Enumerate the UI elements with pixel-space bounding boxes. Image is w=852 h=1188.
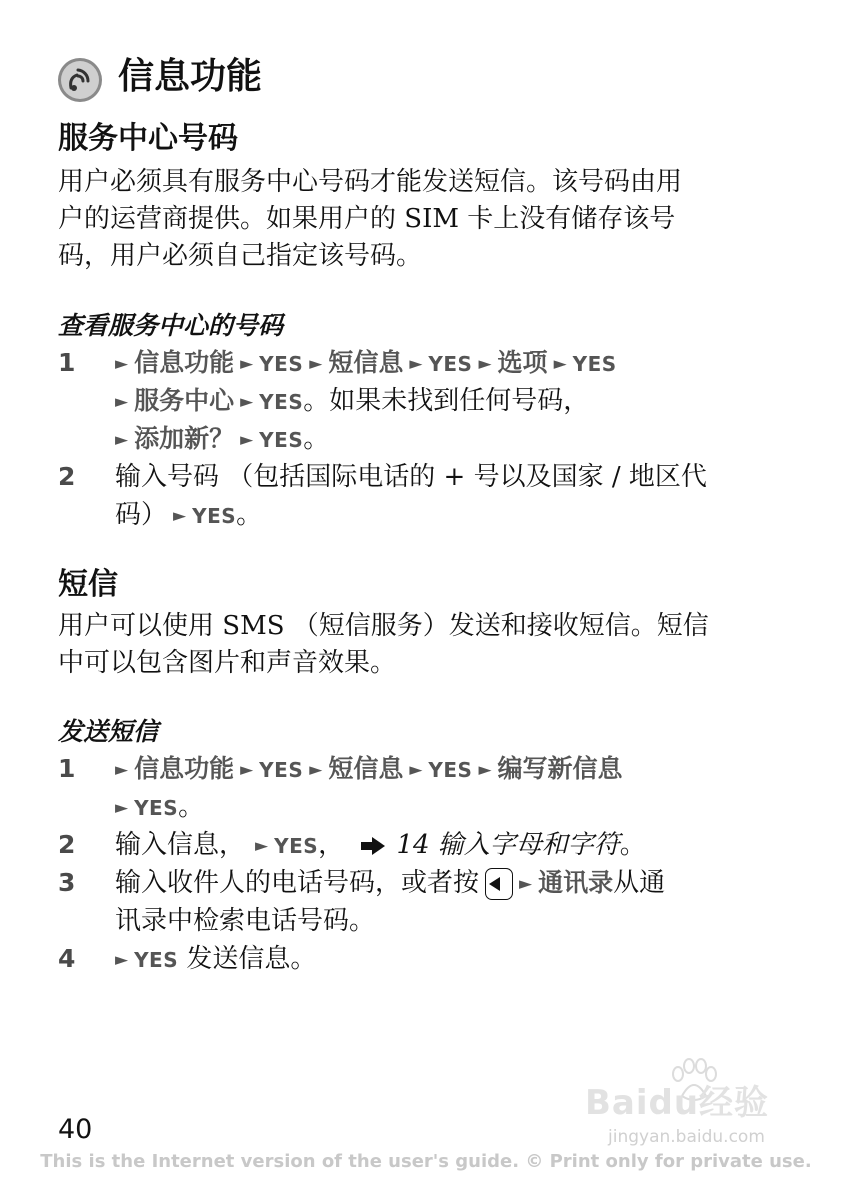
yes-key: YES [259, 428, 304, 452]
sub-heading-send-sms: 发送短信 [58, 717, 159, 746]
step-text: 。 [303, 424, 330, 454]
cross-reference-link[interactable]: 14 输入字母和字符 [396, 830, 620, 860]
sub-heading-view-service-center: 查看服务中心的号码 [58, 311, 284, 340]
watermark-brand: Baidu经验 [585, 1083, 770, 1123]
arrow-right-icon: ► [309, 354, 323, 374]
step-number: 1 [58, 348, 76, 377]
arrow-right-icon: ► [115, 430, 129, 450]
menu-item: 编写新信息 [497, 754, 623, 783]
arrow-right-icon: ► [240, 760, 254, 780]
yes-key: YES [572, 352, 617, 376]
arrow-right-icon: ► [115, 950, 129, 970]
menu-item: 添加新？ [134, 424, 235, 453]
footer-note: This is the Internet version of the user's guide. © Print only for private use. [40, 1151, 812, 1172]
step-text: 输入信息， [115, 830, 246, 860]
yes-key: YES [428, 758, 473, 782]
menu-item: 短信息 [328, 348, 404, 377]
menu-item: 信息功能 [134, 754, 235, 783]
paragraph-line: 中可以包含图片和声音效果。 [58, 648, 397, 678]
arrow-right-icon: ► [478, 760, 492, 780]
step-text: 码） [115, 500, 168, 530]
arrow-right-icon: ► [553, 354, 567, 374]
arrow-right-icon: ► [519, 874, 533, 894]
step-text: 。 [178, 792, 205, 822]
yes-key: YES [274, 834, 319, 858]
arrow-right-icon: ► [478, 354, 492, 374]
step-text: 。 [236, 500, 263, 530]
page-number: 40 [58, 1114, 93, 1145]
yes-key: YES [259, 352, 304, 376]
menu-item: 选项 [497, 348, 548, 377]
section-heading-sms: 短信 [58, 567, 118, 602]
menu-item: 通讯录 [538, 868, 614, 897]
yes-key: YES [134, 796, 179, 820]
step-text: 。如果未找到任何号码， [303, 386, 590, 416]
step-number: 3 [58, 868, 76, 897]
service-center-paragraph [58, 164, 798, 275]
menu-item: 信息功能 [134, 348, 235, 377]
yes-key: YES [428, 352, 473, 376]
step-text: ， [318, 830, 345, 860]
step-text: 。 [619, 830, 646, 860]
yes-key: YES [259, 390, 304, 414]
chapter-title: 信息功能 [118, 56, 263, 97]
paragraph-line: 户的运营商提供。如果用户的 SIM 卡上没有储存该号 [58, 204, 676, 234]
yes-key: YES [134, 948, 179, 972]
messaging-icon [57, 57, 103, 103]
arrow-right-icon: ► [115, 798, 129, 818]
step-number: 1 [58, 754, 76, 783]
arrow-right-icon: ► [240, 354, 254, 374]
step-number: 4 [58, 944, 76, 973]
yes-key: YES [259, 758, 304, 782]
sms-paragraph [58, 608, 798, 682]
arrow-right-icon: ► [309, 760, 323, 780]
section-heading-service-center: 服务中心号码 [58, 121, 238, 156]
watermark-url: jingyan.baidu.com [608, 1127, 765, 1147]
arrow-right-icon: ► [115, 354, 129, 374]
step-text: 讯录中检索电话号码。 [115, 906, 376, 936]
arrow-right-icon: ► [115, 760, 129, 780]
arrow-right-icon: ► [240, 392, 254, 412]
step-text: 输入收件人的电话号码，或者按 [115, 868, 480, 898]
step-text: 输入号码 （包括国际电话的 + 号以及国家 / 地区代 [115, 462, 707, 492]
arrow-right-icon: ► [240, 430, 254, 450]
paragraph-line: 用户可以使用 SMS （短信服务）发送和接收短信。短信 [58, 611, 709, 641]
menu-item: 短信息 [328, 754, 404, 783]
paragraph-line: 用户必须具有服务中心号码才能发送短信。该号码由用 [58, 167, 683, 197]
step-number: 2 [58, 830, 76, 859]
yes-key: YES [192, 504, 237, 528]
reference-arrow-icon [360, 836, 386, 856]
arrow-right-icon: ► [409, 354, 423, 374]
paragraph-line: 码，用户必须自己指定该号码。 [58, 241, 423, 271]
arrow-right-icon: ► [409, 760, 423, 780]
arrow-right-icon: ► [115, 392, 129, 412]
step-text: 从通 [613, 868, 666, 898]
arrow-right-icon: ► [255, 836, 269, 856]
arrow-right-icon: ► [173, 506, 187, 526]
left-navigation-key-icon [485, 868, 513, 900]
menu-item: 服务中心 [134, 386, 235, 415]
step-number: 2 [58, 462, 76, 491]
step-text: 发送信息。 [178, 944, 317, 974]
